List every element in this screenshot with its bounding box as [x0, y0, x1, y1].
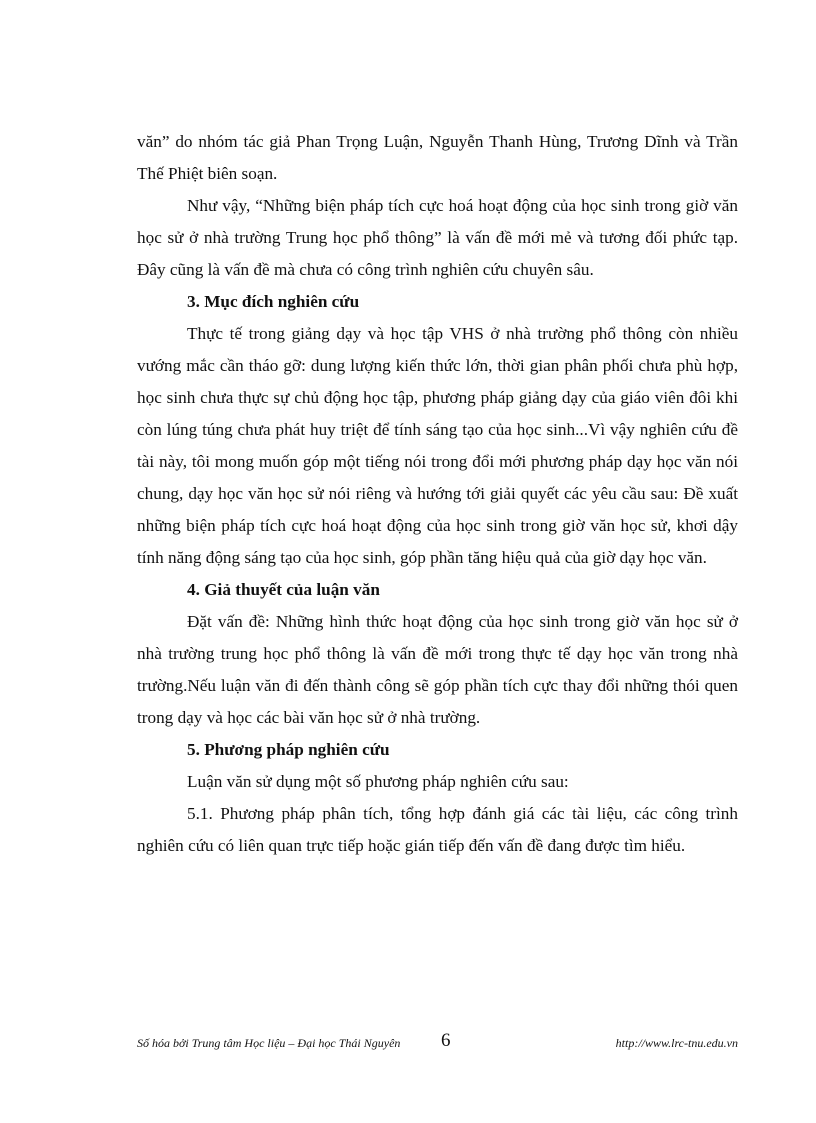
- paragraph-hypothesis: Đặt vấn đề: Những hình thức hoạt động của học sinh trong giờ văn học sử ở nhà trường trung học phổ thông là vấn đề mới trong thực tế dạy học văn trong nhà trường.Nếu luận văn đi đến thành công sẽ góp phần tích cực thay đổi những thói quen trong dạy và học các bài văn học sử ở nhà trường.: [137, 612, 738, 727]
- footer-url: http://www.lrc-tnu.edu.vn: [615, 1036, 738, 1050]
- paragraph-research-purpose: Thực tế trong giảng dạy và học tập VHS ở nhà trường phổ thông còn nhiều vướng mắc cần tháo gỡ: dung lượng kiến thức lớn, thời gian phân phối chưa phù hợp, học sinh chưa thực sự chủ động học tập, phương pháp giảng dạy của giáo viên đôi khi còn lúng túng chưa phát huy triệt để tính sáng tạo của học sinh...Vì vậy nghiên cứu đề tài này, tôi mong muốn góp một tiếng nói trong đổi mới phương pháp dạy học văn nói chung, dạy học văn học sử nói riêng và hướng tới giải quyết các yêu cầu sau: Đề xuất những biện pháp tích cực hoá hoạt động của học sinh trong giờ văn học sử, khơi dậy tính năng động sáng tạo của học sinh, góp phần tăng hiệu quả của giờ dạy học văn.: [137, 324, 738, 567]
- heading-hypothesis: 4. Giả thuyết của luận văn: [187, 580, 380, 599]
- paragraph-methods-intro: Luận văn sử dụng một số phương pháp nghiên cứu sau:: [187, 772, 569, 791]
- paragraph-method-5-1: 5.1. Phương pháp phân tích, tổng hợp đánh giá các tài liệu, các công trình nghiên cứu có liên quan trực tiếp hoặc gián tiếp đến vấn đề đang được tìm hiểu.: [137, 804, 738, 855]
- paragraph-summary: Như vậy, “Những biện pháp tích cực hoá hoạt động của học sinh trong giờ văn học sử ở nhà trường Trung học phổ thông” là vấn đề mới mẻ và tương đối phức tạp. Đây cũng là vấn đề mà chưa có công trình nghiên cứu chuyên sâu.: [137, 196, 738, 279]
- heading-research-methods: 5. Phương pháp nghiên cứu: [187, 740, 390, 759]
- document-body: [137, 126, 738, 862]
- heading-research-purpose: 3. Mục đích nghiên cứu: [187, 292, 360, 311]
- footer-source-text: Số hóa bởi Trung tâm Học liệu – Đại học Thái Nguyên: [137, 1036, 401, 1050]
- paragraph-continuation: văn” do nhóm tác giả Phan Trọng Luận, Nguyễn Thanh Hùng, Trương Dĩnh và Trần Thế Phiệt biên soạn.: [137, 132, 738, 183]
- page-number: 6: [441, 1030, 451, 1051]
- page-footer: [137, 1032, 738, 1056]
